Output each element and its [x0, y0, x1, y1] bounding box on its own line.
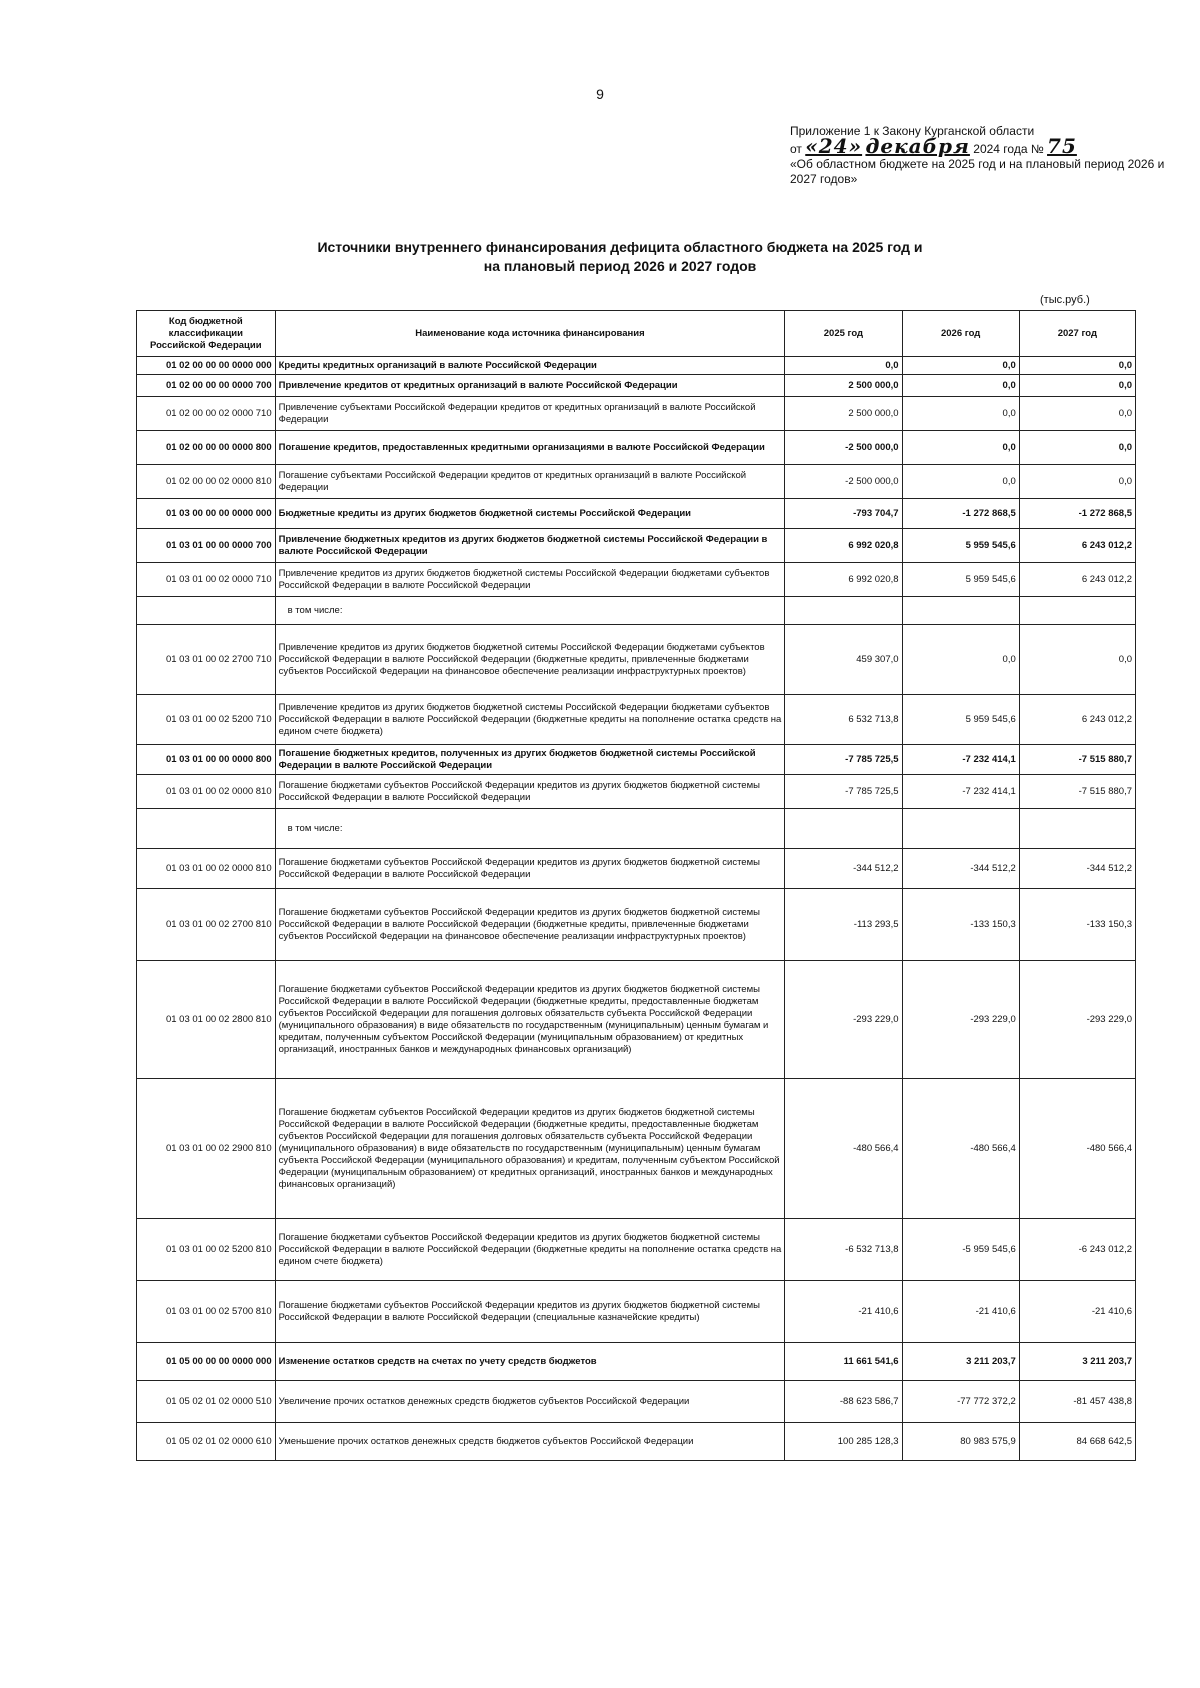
table-row	[137, 375, 1136, 397]
document-title	[300, 238, 940, 276]
cell-2027: -7 515 880,7	[1019, 745, 1135, 775]
cell-2025: -113 293,5	[785, 889, 902, 961]
appendix-month: декабря	[865, 134, 970, 158]
cell-2025: -7 785 725,5	[785, 775, 902, 809]
cell-name: Погашение бюджетных кредитов, полученных из других бюджетов бюджетной системы Российской Федерации в валюте Российской Федерации	[275, 745, 785, 775]
cell-code: 01 03 01 00 02 2800 810	[137, 961, 276, 1079]
cell-code: 01 03 01 00 02 0000 710	[137, 563, 276, 597]
cell-2025: -6 532 713,8	[785, 1219, 902, 1281]
table-row	[137, 1079, 1136, 1219]
cell-name: Изменение остатков средств на счетах по учету средств бюджетов	[275, 1343, 785, 1381]
table-row	[137, 889, 1136, 961]
appendix-block	[790, 124, 1190, 187]
cell-2025: -7 785 725,5	[785, 745, 902, 775]
appendix-date-line	[790, 134, 1190, 158]
cell-2027: 0,0	[1019, 465, 1135, 499]
cell-2025: 6 532 713,8	[785, 695, 902, 745]
cell-2026: -5 959 545,6	[902, 1219, 1019, 1281]
cell-code: 01 05 00 00 00 0000 000	[137, 1343, 276, 1381]
cell-name: Погашение кредитов, предоставленных кредитными организациями в валюте Российской Федерации	[275, 431, 785, 465]
cell-name: Погашение бюджетами субъектов Российской Федерации кредитов из других бюджетов бюджетной системы Российской Федерации в валюте Российской Федерации (бюджетные кредиты, привлеченные бюджетами субъектов Российской Федерации на финансовое обеспечение реализации инфраструктурных проектов)	[275, 889, 785, 961]
page-number: 9	[596, 86, 604, 102]
cell-name: Привлечение кредитов из других бюджетов бюджетной ситемы Российской Федерации бюджетами субъектов Российской Федерации в валюте Российской Федерации (бюджетные кредиты, привлеченные бюджетами субъектов Российской Федерации на финансовое обеспечение реализации инфраструктурных проектов)	[275, 625, 785, 695]
cell-name: Уменьшение прочих остатков денежных средств бюджетов субъектов Российской Федерации	[275, 1423, 785, 1461]
cell-name: Погашение бюджетами субъектов Российской Федерации кредитов из других бюджетов бюджетной системы Российской Федерации в валюте Российской Федерации	[275, 775, 785, 809]
cell-code: 01 02 00 00 02 0000 710	[137, 397, 276, 431]
cell-2026: -7 232 414,1	[902, 745, 1019, 775]
table-row	[137, 397, 1136, 431]
cell-2027: -293 229,0	[1019, 961, 1135, 1079]
cell-2027: -21 410,6	[1019, 1281, 1135, 1343]
cell-code: 01 02 00 00 02 0000 810	[137, 465, 276, 499]
appendix-day: «24»	[805, 134, 863, 158]
cell-2027: 6 243 012,2	[1019, 695, 1135, 745]
cell-2027: -133 150,3	[1019, 889, 1135, 961]
table-row	[137, 563, 1136, 597]
cell-2026: 80 983 575,9	[902, 1423, 1019, 1461]
cell-2026: -7 232 414,1	[902, 775, 1019, 809]
financing-table	[136, 310, 1136, 1461]
cell-2027: -344 512,2	[1019, 849, 1135, 889]
cell-name: Привлечение кредитов от кредитных организаций в валюте Российской Федерации	[275, 375, 785, 397]
cell-code: 01 02 00 00 00 0000 800	[137, 431, 276, 465]
document-title-line2: на плановый период 2026 и 2027 годов	[483, 258, 757, 274]
cell-name: в том числе:	[275, 597, 785, 625]
cell-2026: 0,0	[902, 397, 1019, 431]
cell-code	[137, 597, 276, 625]
header-2025: 2025 год	[785, 311, 902, 357]
cell-2026: 0,0	[902, 375, 1019, 397]
header-code: Код бюджетной классификации Российской Федерации	[137, 311, 276, 357]
cell-2026: -480 566,4	[902, 1079, 1019, 1219]
cell-2025: 11 661 541,6	[785, 1343, 902, 1381]
cell-2025: 459 307,0	[785, 625, 902, 695]
cell-2027	[1019, 809, 1135, 849]
cell-2027: 3 211 203,7	[1019, 1343, 1135, 1381]
table-row	[137, 1423, 1136, 1461]
cell-2026: -1 272 868,5	[902, 499, 1019, 529]
cell-2027: 0,0	[1019, 431, 1135, 465]
table-row	[137, 1281, 1136, 1343]
table-row	[137, 357, 1136, 375]
cell-2027: 0,0	[1019, 375, 1135, 397]
cell-2026: 5 959 545,6	[902, 529, 1019, 563]
cell-name: Привлечение кредитов из других бюджетов бюджетной системы Российской Федерации бюджетами субъектов Российской Федерации в валюте Российской Федерации (бюджетные кредиты на пополнение остатка средств на едином счете бюджета)	[275, 695, 785, 745]
appendix-number: 75	[1047, 134, 1077, 158]
cell-2025	[785, 809, 902, 849]
table-header-row	[137, 311, 1136, 357]
cell-2026: -133 150,3	[902, 889, 1019, 961]
cell-code	[137, 809, 276, 849]
cell-code: 01 03 01 00 00 0000 700	[137, 529, 276, 563]
cell-name: Привлечение бюджетных кредитов из других бюджетов бюджетной системы Российской Федерации в валюте Российской Федерации	[275, 529, 785, 563]
cell-2026: 5 959 545,6	[902, 563, 1019, 597]
cell-name: Погашение бюджетам субъектов Российской Федерации кредитов из других бюджетов бюджетной системы Российской Федерации в валюте Российской Федерации (бюджетные кредиты, предоставленные бюджетам субъектов Российской Федерации для погашения долговых обязательств субъекта Российской Федерации (муниципального образования) в виде обязательств по государственным (муниципальным) ценным бумагам субъекта Российской Федерации (муниципального образования) и кредитам, полученным субъектом Российской Федерации (муниципальным образованием) от кредитных организаций, иностранных банков и международных финансовых организаций)	[275, 1079, 785, 1219]
cell-2027: -81 457 438,8	[1019, 1381, 1135, 1423]
appendix-from: от	[790, 142, 802, 156]
cell-code: 01 03 01 00 02 0000 810	[137, 775, 276, 809]
cell-name: Погашение бюджетами субъектов Российской Федерации кредитов из других бюджетов бюджетной системы Российской Федерации в валюте Российской Федерации (бюджетные кредиты на пополнение остатка средств на едином счете бюджета)	[275, 1219, 785, 1281]
cell-code: 01 03 01 00 02 2900 810	[137, 1079, 276, 1219]
cell-2025: 2 500 000,0	[785, 397, 902, 431]
cell-name: Погашение бюджетами субъектов Российской Федерации кредитов из других бюджетов бюджетной системы Российской Федерации в валюте Российской Федерации	[275, 849, 785, 889]
cell-2025: -344 512,2	[785, 849, 902, 889]
table-row	[137, 1343, 1136, 1381]
cell-2026: 0,0	[902, 357, 1019, 375]
document-title-line1: Источники внутреннего финансирования дефицита областного бюджета на 2025 год и	[317, 239, 923, 255]
cell-name: Кредиты кредитных организаций в валюте Российской Федерации	[275, 357, 785, 375]
cell-code: 01 03 01 00 00 0000 800	[137, 745, 276, 775]
cell-2027: -7 515 880,7	[1019, 775, 1135, 809]
cell-code: 01 03 01 00 02 2700 810	[137, 889, 276, 961]
cell-name: Привлечение субъектами Российской Федерации кредитов от кредитных организаций в валюте Российской Федерации	[275, 397, 785, 431]
cell-2025: -21 410,6	[785, 1281, 902, 1343]
table-row	[137, 695, 1136, 745]
cell-2025	[785, 597, 902, 625]
cell-code: 01 03 01 00 02 2700 710	[137, 625, 276, 695]
cell-2027: 6 243 012,2	[1019, 529, 1135, 563]
table-row	[137, 775, 1136, 809]
cell-2027: -1 272 868,5	[1019, 499, 1135, 529]
table-row	[137, 465, 1136, 499]
table-body	[137, 357, 1136, 1461]
cell-2026: -293 229,0	[902, 961, 1019, 1079]
cell-2027	[1019, 597, 1135, 625]
table-row	[137, 849, 1136, 889]
cell-2026: 3 211 203,7	[902, 1343, 1019, 1381]
cell-2025: -2 500 000,0	[785, 431, 902, 465]
table-row	[137, 529, 1136, 563]
cell-code: 01 03 01 00 02 5200 710	[137, 695, 276, 745]
cell-2025: 100 285 128,3	[785, 1423, 902, 1461]
cell-name: в том числе:	[275, 809, 785, 849]
cell-2027: 0,0	[1019, 397, 1135, 431]
cell-name: Привлечение кредитов из других бюджетов бюджетной системы Российской Федерации бюджетами субъектов Российской Федерации в валюте Российской Федерации	[275, 563, 785, 597]
cell-name: Погашение субъектами Российской Федерации кредитов от кредитных организаций в валюте Российской Федерации	[275, 465, 785, 499]
table-row	[137, 499, 1136, 529]
cell-2026: 0,0	[902, 625, 1019, 695]
table-note-row	[137, 809, 1136, 849]
cell-2025: -88 623 586,7	[785, 1381, 902, 1423]
cell-2027: 0,0	[1019, 357, 1135, 375]
cell-2025: -480 566,4	[785, 1079, 902, 1219]
cell-2026: -344 512,2	[902, 849, 1019, 889]
cell-2027: 6 243 012,2	[1019, 563, 1135, 597]
cell-2025: -293 229,0	[785, 961, 902, 1079]
header-name: Наименование кода источника финансирования	[275, 311, 785, 357]
table-row	[137, 625, 1136, 695]
cell-name: Погашение бюджетами субъектов Российской Федерации кредитов из других бюджетов бюджетной системы Российской Федерации в валюте Российской Федерации (специальные казначейские кредиты)	[275, 1281, 785, 1343]
cell-name: Бюджетные кредиты из других бюджетов бюджетной системы Российской Федерации	[275, 499, 785, 529]
appendix-line: Приложение 1 к Закону Курганской области	[790, 124, 1035, 138]
cell-code: 01 03 01 00 02 5200 810	[137, 1219, 276, 1281]
cell-2025: -2 500 000,0	[785, 465, 902, 499]
header-2026: 2026 год	[902, 311, 1019, 357]
appendix-law-title: «Об областном бюджете на 2025 год и на плановый период 2026 и 2027 годов»	[790, 157, 1165, 186]
table-row	[137, 1381, 1136, 1423]
cell-2025: 2 500 000,0	[785, 375, 902, 397]
table-row	[137, 961, 1136, 1079]
cell-2026	[902, 809, 1019, 849]
cell-2025: 0,0	[785, 357, 902, 375]
cell-2026: 0,0	[902, 465, 1019, 499]
cell-2026	[902, 597, 1019, 625]
cell-2025: 6 992 020,8	[785, 563, 902, 597]
cell-2026: -21 410,6	[902, 1281, 1019, 1343]
appendix-year: 2024 года №	[973, 142, 1044, 156]
cell-code: 01 05 02 01 02 0000 610	[137, 1423, 276, 1461]
cell-code: 01 02 00 00 00 0000 700	[137, 375, 276, 397]
cell-2027: 84 668 642,5	[1019, 1423, 1135, 1461]
table-row	[137, 431, 1136, 465]
cell-code: 01 03 00 00 00 0000 000	[137, 499, 276, 529]
cell-code: 01 02 00 00 00 0000 000	[137, 357, 276, 375]
cell-code: 01 05 02 01 02 0000 510	[137, 1381, 276, 1423]
header-2027: 2027 год	[1019, 311, 1135, 357]
cell-2025: -793 704,7	[785, 499, 902, 529]
cell-code: 01 03 01 00 02 0000 810	[137, 849, 276, 889]
table-row	[137, 1219, 1136, 1281]
cell-2026: -77 772 372,2	[902, 1381, 1019, 1423]
cell-2026: 5 959 545,6	[902, 695, 1019, 745]
cell-2025: 6 992 020,8	[785, 529, 902, 563]
cell-name: Погашение бюджетами субъектов Российской Федерации кредитов из других бюджетов бюджетной системы Российской Федерации в валюте Российской Федерации (бюджетные кредиты, предоставленные бюджетам субъектов Российской Федерации для погашения долговых обязательств субъекта Российской Федерации (муниципального образования) в виде обязательств по государственным (муниципальным) ценным бумагам и кредитам, полученным субъектом Российской Федерации (муниципальным образованием) от кредитных организаций, иностранных банков и международных финансовых организаций)	[275, 961, 785, 1079]
table-note-row	[137, 597, 1136, 625]
cell-name: Увеличение прочих остатков денежных средств бюджетов субъектов Российской Федерации	[275, 1381, 785, 1423]
cell-2026: 0,0	[902, 431, 1019, 465]
cell-2027: 0,0	[1019, 625, 1135, 695]
cell-2027: -6 243 012,2	[1019, 1219, 1135, 1281]
table-row	[137, 745, 1136, 775]
cell-2027: -480 566,4	[1019, 1079, 1135, 1219]
cell-code: 01 03 01 00 02 5700 810	[137, 1281, 276, 1343]
units-label: (тыс.руб.)	[1040, 294, 1090, 306]
